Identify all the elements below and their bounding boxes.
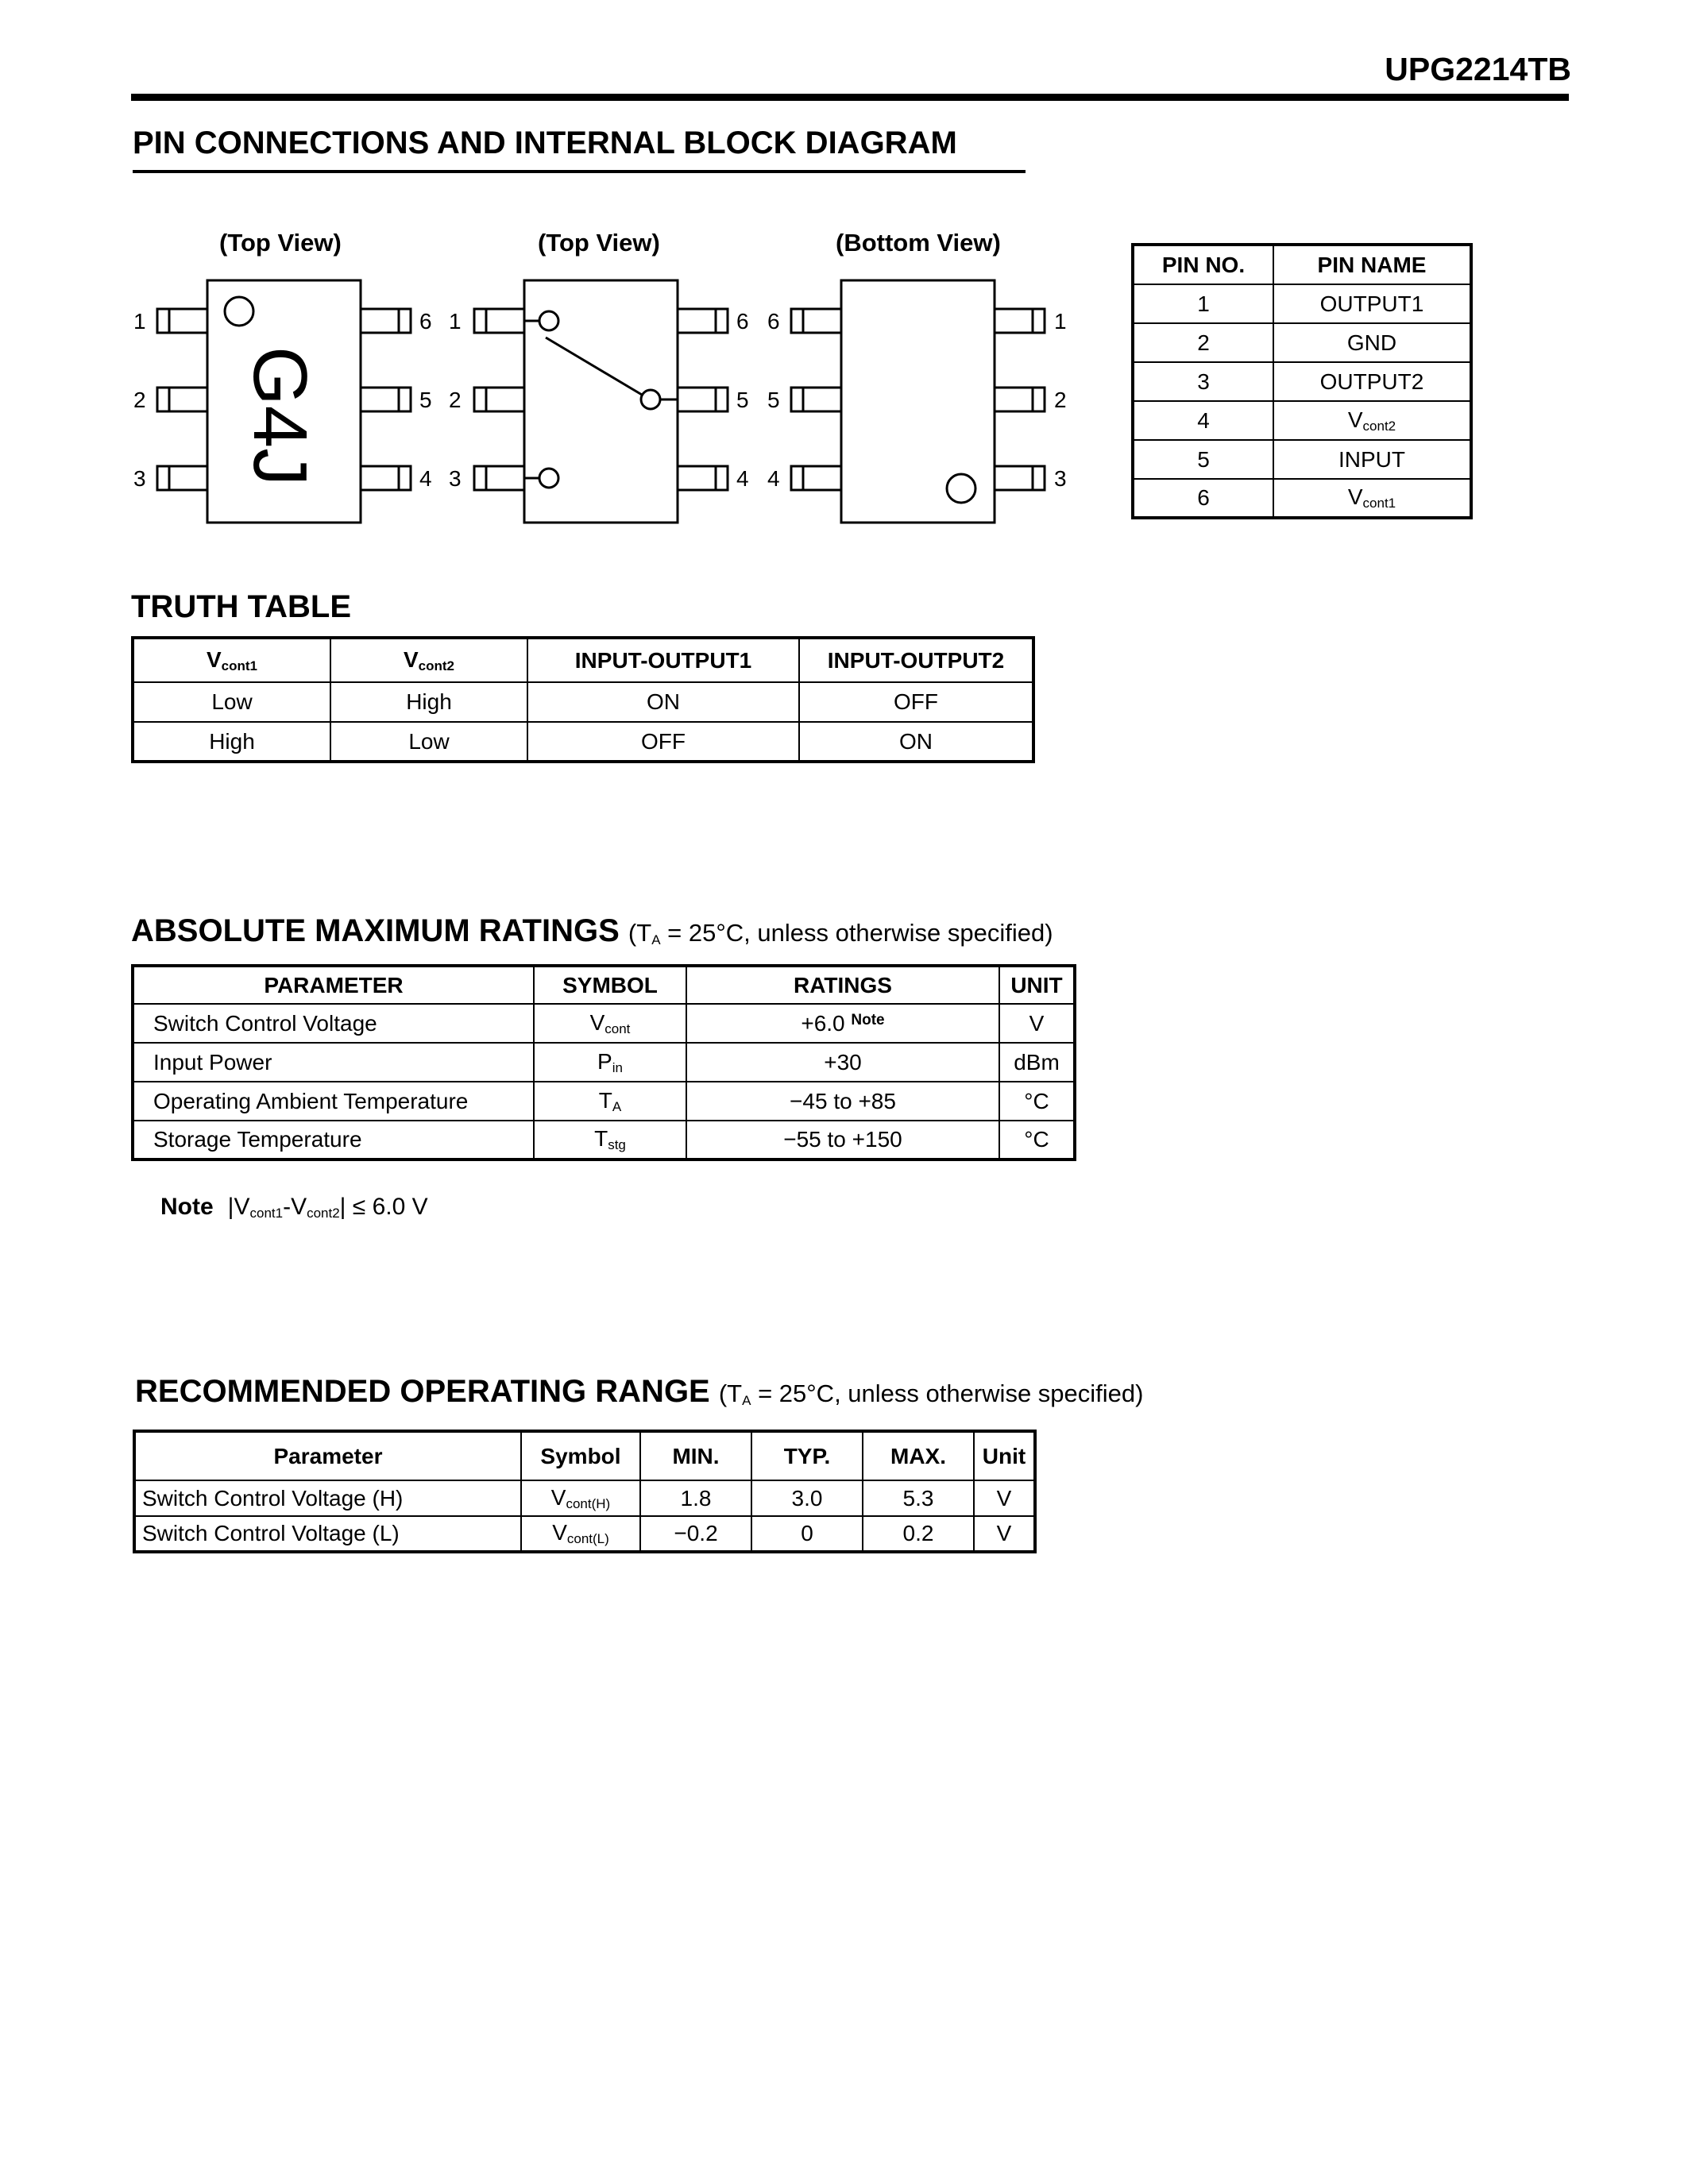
pin-table xyxy=(1131,243,1473,519)
abs-max-unit: °C xyxy=(999,1082,1075,1121)
pin-label: 6 xyxy=(419,309,432,334)
pin-table-header: PIN NAME xyxy=(1273,245,1471,284)
rec-op-symbol: $V_{cont(L)}$ xyxy=(521,1516,640,1552)
rec-op-param: Switch Control Voltage (L) xyxy=(134,1516,521,1552)
abs-max-symbol: $V_{cont}$ xyxy=(534,1004,686,1043)
abs-max-unit: dBm xyxy=(999,1043,1075,1082)
rec-op-header: Symbol xyxy=(521,1431,640,1480)
abs-max-unit: V xyxy=(999,1004,1075,1043)
abs-max-param: Switch Control Voltage xyxy=(133,1004,534,1043)
rec-op-max: 5.3 xyxy=(863,1480,974,1516)
abs-max-table xyxy=(131,964,1076,1161)
truth-header: INPUT-OUTPUT1 xyxy=(527,638,799,682)
pin-label: 3 xyxy=(1054,466,1067,491)
pin-name: OUTPUT1 xyxy=(1273,284,1471,323)
switch-output1-node-icon xyxy=(539,311,558,330)
package-block-diagram xyxy=(524,280,678,523)
rec-op-header: TYP. xyxy=(751,1431,863,1480)
pin-label: 1 xyxy=(449,309,462,334)
abs-max-note: Note $|V_{cont1}-V_{cont2}| \le 6.0$ V xyxy=(160,1194,428,1221)
pin-label: 2 xyxy=(1054,388,1067,412)
package1-right-leads xyxy=(361,309,411,490)
pin-section-underline xyxy=(133,170,1026,173)
abs-max-header: PARAMETER xyxy=(133,966,534,1004)
rec-op-header: Unit xyxy=(974,1431,1035,1480)
pin-label: 1 xyxy=(1054,309,1067,334)
pin1-dot-icon xyxy=(225,297,253,326)
header-rule xyxy=(131,94,1569,101)
rec-op-typ: 0 xyxy=(751,1516,863,1552)
truth-cell: ON xyxy=(527,682,799,722)
pin-label: 2 xyxy=(449,388,462,412)
rec-op-min: −0.2 xyxy=(640,1516,751,1552)
pin-no: 2 xyxy=(1133,323,1273,362)
rec-op-symbol: $V_{cont(H)}$ xyxy=(521,1480,640,1516)
switch-input-node-icon xyxy=(641,390,660,409)
truth-table xyxy=(131,636,1035,763)
abs-max-rating: −55 to +150 xyxy=(686,1121,999,1160)
truth-header-vcont2: $V_{cont2}$ xyxy=(330,638,527,682)
rec-op-condition: ($T_A = 25^\circ C$, unless otherwise specified) xyxy=(718,1379,1144,1408)
pin-name: OUTPUT2 xyxy=(1273,362,1471,401)
abs-max-unit: °C xyxy=(999,1121,1075,1160)
pin-no: 3 xyxy=(1133,362,1273,401)
abs-max-header: RATINGS xyxy=(686,966,999,1004)
pin-label: 5 xyxy=(767,388,780,412)
abs-max-rating: +30 xyxy=(686,1043,999,1082)
pin-name: $V_{cont2}$ xyxy=(1273,401,1471,440)
pin-label: 5 xyxy=(419,388,432,412)
pin-label: 4 xyxy=(767,466,780,491)
pin-label: 1 xyxy=(133,309,146,334)
abs-max-param: Operating Ambient Temperature xyxy=(133,1082,534,1121)
abs-max-symbol: $T_A$ xyxy=(534,1082,686,1121)
pin-name: INPUT xyxy=(1273,440,1471,479)
abs-max-rating: −45 to +85 xyxy=(686,1082,999,1121)
pin-label: 3 xyxy=(449,466,462,491)
rec-op-min: 1.8 xyxy=(640,1480,751,1516)
truth-table-title: TRUTH TABLE xyxy=(131,589,351,624)
abs-max-param: Storage Temperature xyxy=(133,1121,534,1160)
abs-max-rating: +6.0 $^{Note}$ xyxy=(686,1004,999,1043)
truth-header: INPUT-OUTPUT2 xyxy=(799,638,1033,682)
truth-cell: ON xyxy=(799,722,1033,762)
pin-section-title: PIN CONNECTIONS AND INTERNAL BLOCK DIAGRAM xyxy=(133,125,957,160)
truth-cell: High xyxy=(133,722,330,762)
pin-no: 1 xyxy=(1133,284,1273,323)
package-marking: G4J xyxy=(238,346,323,487)
rec-op-title: RECOMMENDED OPERATING RANGE ($T_A = 25^\circ C$, unless otherwise specified) xyxy=(135,1374,1144,1409)
truth-cell: Low xyxy=(330,722,527,762)
view-label-bottom: (Bottom View) xyxy=(836,229,1001,257)
pin-label: 5 xyxy=(736,388,749,412)
pin-label: 2 xyxy=(133,388,146,412)
pin-label: 4 xyxy=(419,466,432,491)
truth-cell: High xyxy=(330,682,527,722)
rec-op-header: Parameter xyxy=(134,1431,521,1480)
pin-name: $V_{cont1}$ xyxy=(1273,479,1471,518)
rec-op-table xyxy=(133,1430,1037,1553)
truth-cell: OFF xyxy=(799,682,1033,722)
pin-label: 4 xyxy=(736,466,749,491)
pin-diagrams xyxy=(127,270,1096,532)
truth-cell: Low xyxy=(133,682,330,722)
pin-no: 5 xyxy=(1133,440,1273,479)
abs-max-param: Input Power xyxy=(133,1043,534,1082)
rec-op-max: 0.2 xyxy=(863,1516,974,1552)
pin-table-header: PIN NO. xyxy=(1133,245,1273,284)
rec-op-param: Switch Control Voltage (H) xyxy=(134,1480,521,1516)
abs-max-symbol: $P_{in}$ xyxy=(534,1043,686,1082)
package1-left-leads xyxy=(157,309,207,490)
rec-op-header: MAX. xyxy=(863,1431,974,1480)
abs-max-symbol: $T_{stg}$ xyxy=(534,1121,686,1160)
abs-max-header: SYMBOL xyxy=(534,966,686,1004)
truth-cell: OFF xyxy=(527,722,799,762)
rec-op-unit: V xyxy=(974,1480,1035,1516)
switch-output2-node-icon xyxy=(539,469,558,488)
abs-max-condition: ($T_A = 25^\circ C$, unless otherwise specified) xyxy=(628,919,1053,947)
bottom-pin1-dot-icon xyxy=(947,474,975,503)
part-number: UPG2214TB xyxy=(1385,51,1571,87)
pin-no: 6 xyxy=(1133,479,1273,518)
rating-note-mark: Note xyxy=(851,1011,885,1028)
view-label-top-1: (Top View) xyxy=(219,229,342,257)
pin-name: GND xyxy=(1273,323,1471,362)
rec-op-header: MIN. xyxy=(640,1431,751,1480)
package-bottom-view xyxy=(841,280,995,523)
abs-max-title: ABSOLUTE MAXIMUM RATINGS ($T_A = 25^\circ C$, unless otherwise specified) xyxy=(131,913,1053,948)
truth-header-vcont1: $V_{cont1}$ xyxy=(133,638,330,682)
abs-max-header: UNIT xyxy=(999,966,1075,1004)
pin-label: 6 xyxy=(767,309,780,334)
view-label-top-2: (Top View) xyxy=(538,229,660,257)
rec-op-typ: 3.0 xyxy=(751,1480,863,1516)
pin-label: 3 xyxy=(133,466,146,491)
pin-label: 6 xyxy=(736,309,749,334)
switch-arm-icon xyxy=(546,338,642,395)
rec-op-unit: V xyxy=(974,1516,1035,1552)
pin-no: 4 xyxy=(1133,401,1273,440)
